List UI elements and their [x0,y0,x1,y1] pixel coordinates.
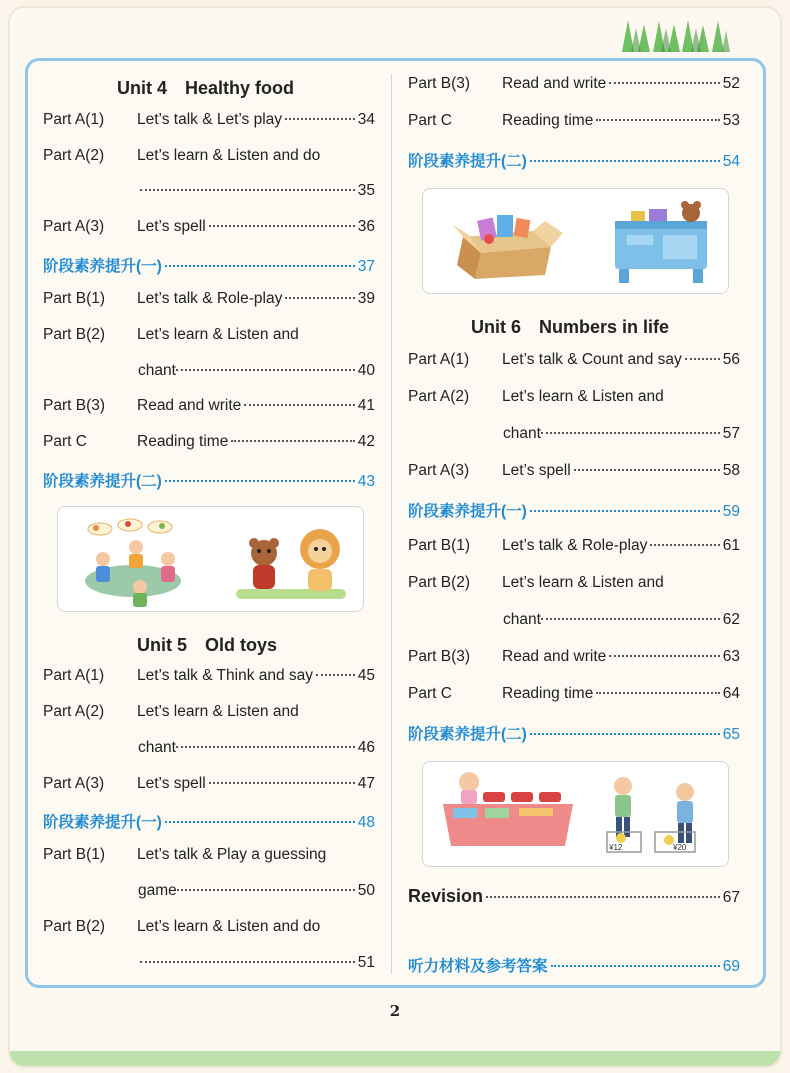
dot-leader [165,265,355,267]
toc-entry-continuation[interactable] [140,182,375,204]
page-ref: 41 [357,397,375,414]
page-ref: 40 [357,362,375,379]
entry-title: Let’s learn & Listen and do [137,147,321,164]
part-label: Part B(3) [408,648,471,665]
toc-entry[interactable] [408,537,740,559]
numbers-in-life-illustration [422,761,729,867]
toc-entry[interactable] [43,326,375,348]
entry-title: Let’s talk & Role-play [137,290,283,307]
dot-leader [285,118,355,120]
entry-title: 阶段素养提升(二) [408,153,527,170]
entry-title: 阶段素养提升(一) [408,503,527,520]
part-label: Part B(2) [43,918,106,935]
dot-leader [530,510,720,512]
toc-entry[interactable] [43,775,375,797]
entry-title: game [138,882,177,899]
part-label: Part A(2) [43,703,105,720]
part-label: Part A(1) [43,667,105,684]
part-label: Part B(3) [408,75,471,92]
dot-leader [140,961,355,963]
entry-title: 阶段素养提升(一) [43,814,162,831]
toc-entry-continuation[interactable] [503,611,740,633]
column-divider [391,74,392,974]
part-label: Part A(1) [408,351,470,368]
dot-leader [140,189,355,191]
entry-title: Let’s spell [502,462,571,479]
page-ref: 57 [722,425,740,442]
dot-leader [486,896,720,898]
toc-entry[interactable] [408,685,740,707]
dot-leader [574,469,720,471]
healthy-food-illustration [57,506,364,612]
toc-entry-review[interactable] [43,254,375,276]
page-ref: 43 [357,473,375,490]
page-ref: 36 [357,218,375,235]
page-ref: 45 [357,667,375,684]
page-ref: 50 [357,882,375,899]
dot-leader [209,225,355,227]
toc-entry-continuation[interactable] [138,882,375,904]
part-label: Part A(3) [43,218,105,235]
part-label: Part C [408,685,452,702]
toc-entry[interactable] [43,667,375,689]
dot-leader [244,404,354,406]
toc-entry-continuation[interactable] [138,362,375,384]
toc-entry[interactable] [408,462,740,484]
part-label: Part B(1) [43,290,106,307]
toc-entry-answers[interactable] [408,954,740,976]
part-label: Part B(2) [408,574,471,591]
entry-title: chant [503,611,541,628]
dot-leader [176,369,355,371]
toc-entry-revision[interactable] [408,886,740,908]
entry-title: Let’s learn & Listen and [502,574,664,591]
toc-entry-review[interactable] [408,722,740,744]
toc-entry[interactable] [43,290,375,312]
part-label: Part B(2) [43,326,106,343]
entry-title: Let’s learn & Listen and [502,388,664,405]
dot-leader [176,746,355,748]
shop-scene-icon [423,762,729,867]
toc-entry-continuation[interactable] [140,954,375,976]
part-label: Part C [408,112,452,129]
entry-title: Let’s talk & Think and say [137,667,314,684]
entry-title: Let’s talk & Play a guessing [137,846,327,863]
page-ref: 53 [722,112,740,129]
page-ref: 69 [722,958,740,975]
toc-entry-review[interactable] [408,499,740,521]
unit-4-title: Unit 4 Healthy food [117,78,295,98]
price-tag-20: ¥20 [673,843,687,852]
entry-title: 听力材料及参考答案 [408,958,548,975]
entry-title: chant [503,425,541,442]
dot-leader [165,821,355,823]
page-ref: 47 [357,775,375,792]
toc-entry[interactable] [408,388,740,410]
entry-title: Read and write [137,397,242,414]
dot-leader [685,358,720,360]
part-label: Part C [43,433,87,450]
toc-entry[interactable] [408,648,740,670]
dot-leader [609,82,719,84]
entry-title: Let’s learn & Listen and [137,703,299,720]
toc-entry[interactable] [43,147,375,169]
entry-title: Reading time [502,685,594,702]
toc-entry-review[interactable] [408,149,740,171]
entry-title: chant [138,739,176,756]
toc-entry[interactable] [408,574,740,596]
toc-entry[interactable] [408,351,740,373]
dot-leader [541,432,720,434]
dot-leader [530,160,720,162]
dot-leader [209,782,355,784]
entry-title: 阶段素养提升(二) [408,726,527,743]
dot-leader [165,480,355,482]
page-ref: 34 [357,111,375,128]
price-tag-12: ¥12 [609,843,623,852]
page-ref: 65 [722,726,740,743]
toc-entry[interactable] [43,918,375,940]
entry-title: 阶段素养提升(二) [43,473,162,490]
dot-leader [596,692,719,694]
dot-leader [530,733,720,735]
part-label: Part B(1) [43,846,106,863]
entry-title: chant [138,362,176,379]
entry-title: Read and write [502,648,607,665]
entry-title: Let’s spell [137,218,206,235]
page-ref: 61 [722,537,740,554]
entry-title: Let’s talk & Let’s play [137,111,283,128]
entry-title: Let’s talk & Count and say [502,351,682,368]
unit-5-title: Unit 5 Old toys [137,635,278,655]
part-label: Part A(2) [43,147,105,164]
page-ref: 64 [722,685,740,702]
toc-entry-review[interactable] [43,810,375,832]
page-ref: 62 [722,611,740,628]
dot-leader [541,618,720,620]
dot-leader [650,544,719,546]
part-label: Part A(2) [408,388,470,405]
page-ref: 35 [357,182,375,199]
part-label: Part A(3) [408,462,470,479]
toc-entry-continuation[interactable] [138,739,375,761]
dot-leader [231,440,354,442]
page-ref: 51 [357,954,375,971]
part-label: Part A(1) [43,111,105,128]
page-ref: 56 [722,351,740,368]
unit-6-title: Unit 6 Numbers in life [471,317,670,337]
dot-leader [285,297,354,299]
page-ref: 52 [722,75,740,92]
entry-title: 阶段素养提升(一) [43,258,162,275]
entry-title: Revision [408,886,484,906]
toc-entry-review[interactable] [43,469,375,491]
part-label: Part B(1) [408,537,471,554]
page-ref: 48 [357,814,375,831]
entry-title: Let’s talk & Role-play [502,537,648,554]
toc-entry[interactable] [43,111,375,133]
toc-entry[interactable] [43,703,375,725]
dot-leader [609,655,719,657]
toc-entry[interactable] [43,433,375,455]
page-ref: 46 [357,739,375,756]
dot-leader [551,965,720,967]
toy-box-icon [423,189,729,294]
page-ref: 67 [722,889,740,906]
page-ref: 39 [357,290,375,307]
toc-entry[interactable] [408,75,740,97]
page-ref: 42 [357,433,375,450]
page-ref: 54 [722,153,740,170]
page-ref: 59 [722,503,740,520]
part-label: Part A(3) [43,775,105,792]
toc-entry[interactable] [408,112,740,134]
trees-decoration-icon [622,18,732,56]
dot-leader [177,889,355,891]
page-ref: 63 [722,648,740,665]
page-ref: 58 [722,462,740,479]
toc-entry[interactable] [43,846,375,868]
toc-entry[interactable] [43,218,375,240]
food-scene-icon [58,507,364,612]
page-number: 2 [389,1002,401,1020]
toc-entry-continuation[interactable] [503,425,740,447]
dot-leader [316,674,355,676]
dot-leader [596,119,719,121]
entry-title: Reading time [502,112,594,129]
old-toys-illustration [422,188,729,294]
page-ref: 37 [357,258,375,275]
bottom-green-strip [10,1051,780,1066]
entry-title: Reading time [137,433,229,450]
entry-title: Let’s spell [137,775,206,792]
entry-title: Read and write [502,75,607,92]
part-label: Part B(3) [43,397,106,414]
entry-title: Let’s learn & Listen and [137,326,299,343]
toc-entry[interactable] [43,397,375,419]
entry-title: Let’s learn & Listen and do [137,918,321,935]
